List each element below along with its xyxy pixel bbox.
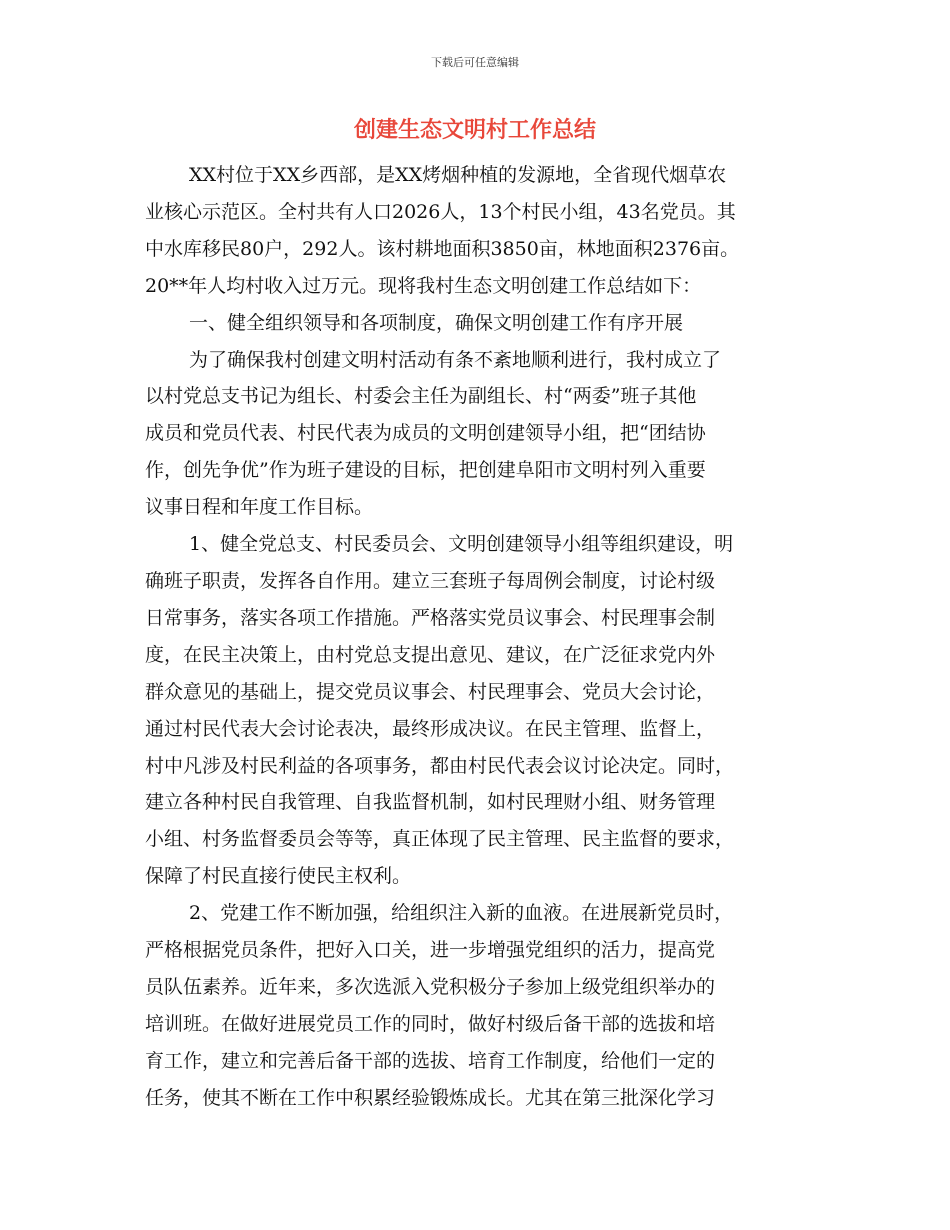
text-line: 20**年人均村收入过万元。现将我村生态文明创建工作总结如下： [145,274,702,297]
paragraph-section-one [145,342,807,527]
text-line: 2、党建工作不断加强，给组织注入新的血液。在进展新党员时， [189,902,734,925]
text-line: 日常事务，落实各项工作措施。严格落实党员议事会、村民理事会制 [145,606,716,629]
text-line: 1、健全党总支、村民委员会、文明创建领导小组等组织建设，明 [189,533,734,556]
text-line: 员队伍素养。近年来，多次选派入党积极分子参加上级党组织举办的 [145,975,716,998]
text-line: 严格根据党员条件，把好入口关，进一步增强党组织的活力，提高党 [145,939,716,962]
paragraph-item-1 [145,526,807,895]
text-line: 作，创先争优”作为班子建设的目标，把创建阜阳市文明村列入重要 [145,459,706,482]
text-line: 保障了村民直接行使民主权利。 [145,865,412,888]
document-body [145,157,807,1117]
text-line: 任务，使其不断在工作中积累经验锻炼成长。尤其在第三批深化学习 [145,1086,716,1109]
text-line: 培训班。在做好进展党员工作的同时，做好村级后备干部的选拔和培 [145,1012,716,1035]
text-line: 育工作，建立和完善后备干部的选拔、培育工作制度，给他们一定的 [145,1049,716,1072]
text-line: XX村位于XX乡西部，是XX烤烟种植的发源地，全省现代烟草农 [189,164,727,186]
text-line: 小组、村务监督委员会等等，真正体现了民主管理、民主监督的要求， [145,828,735,851]
paragraph-item-2 [145,895,807,1116]
text-line: 村中凡涉及村民利益的各项事务，都由村民代表会议讨论决定。同时， [145,754,735,777]
text-line: 群众意见的基础上，提交党员议事会、村民理事会、党员大会讨论， [145,680,716,703]
page-header: 下载后可任意编辑 [431,56,519,69]
text-line: 确班子职责，发挥各自作用。建立三套班子每周例会制度，讨论村级 [145,569,716,592]
text-line: 中水库移民80户，292人。该村耕地面积3850亩，林地面积2376亩。 [145,237,740,260]
section-heading [145,305,807,342]
text-line: 建立各种村民自我管理、自我监督机制，如村民理财小组、财务管理 [145,791,716,814]
paragraph-intro [145,157,807,305]
text-line: 议事日程和年度工作目标。 [145,496,374,519]
text-line: 一、健全组织领导和各项制度，确保文明创建工作有序开展 [189,311,684,334]
text-line: 为了确保我村创建文明村活动有条不紊地顺利进行，我村成立了 [189,348,722,371]
text-line: 业核心示范区。全村共有人口2026人，13个村民小组，43名党员。其 [145,200,736,223]
text-line: 以村党总支书记为组长、村委会主任为副组长、村“两委”班子其他 [145,385,697,408]
text-line: 成员和党员代表、村民代表为成员的文明创建领导小组，把“团结协 [145,422,706,445]
text-line: 通过村民代表大会讨论表决，最终形成决议。在民主管理、监督上， [145,717,716,740]
text-line: 度，在民主决策上，由村党总支提出意见、建议，在广泛征求党内外 [145,643,716,666]
document-title: 创建生态文明村工作总结 [353,117,596,143]
